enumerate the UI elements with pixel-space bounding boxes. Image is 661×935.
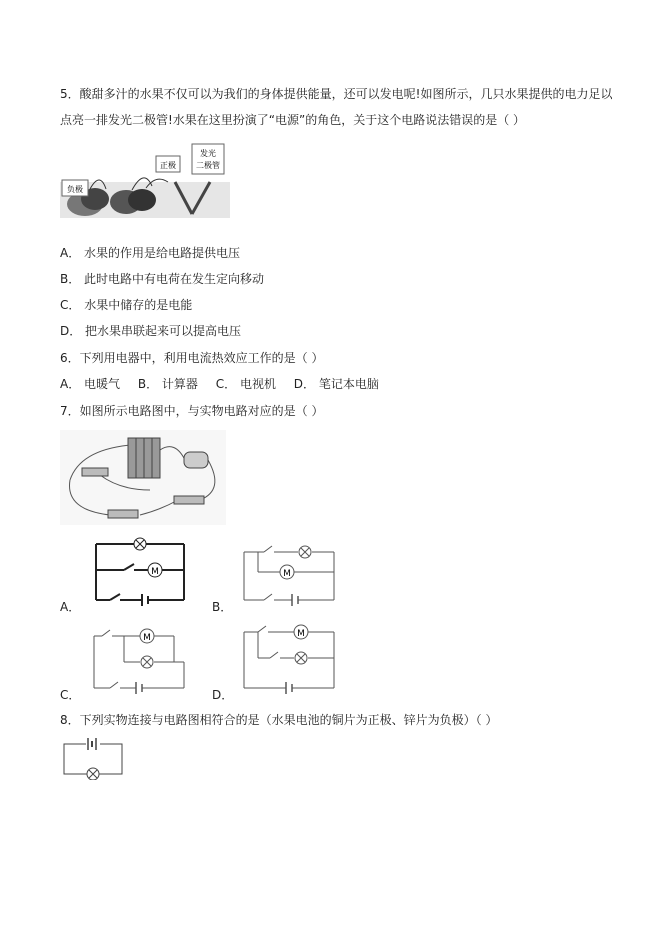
circuit-a [88,534,192,606]
motor-c-symbol: M [143,633,151,643]
motor-d-symbol: M [297,629,305,639]
q6-option-a: A． 电暖气 [60,377,121,391]
q5-stem-line1: 5．酸甜多汁的水果不仅可以为我们的身体提供能量，还可以发电呢!如图所示，几只水果提供的电力足以 [60,87,613,101]
q8-stem: 8．下列实物连接与电路图相符合的是（水果电池的铜片为正极、锌片为负极）（ ） [60,713,498,727]
q5-option-d: D． 把水果串联起来可以提高电压 [60,324,242,338]
pos-label: 正极 [160,161,176,170]
q5-option-a: A． 水果的作用是给电路提供电压 [60,246,241,260]
circuit-a-label: A． [60,600,81,614]
led-label-2: 二极管 [196,161,220,170]
circuit-c-label: C． [60,688,81,702]
fruit-battery-figure [60,142,230,224]
q8-circuit-diagram [60,738,126,780]
q6-option-b: B． 计算器 [137,377,198,391]
led-label-1: 发光 [200,149,216,158]
circuit-b [238,538,342,610]
q6-option-d: D． 笔记本电脑 [293,377,379,391]
motor-b-symbol: M [283,569,291,579]
q5-stem-line2: 点亮一排发光二极管!水果在这里扮演了“电源”的角色，关于这个电路说法错误的是（ ） [60,113,526,127]
circuit-c [88,622,192,694]
q6-option-c: C． 电视机 [215,377,276,391]
circuit-d-label: D． [212,688,234,702]
neg-label: 负极 [67,185,83,194]
motor-a-symbol: M [151,567,159,577]
physical-circuit-figure [60,430,226,525]
q6-options [60,376,393,392]
q5-option-b: B． 此时电路中有电荷在发生定向移动 [60,272,265,286]
q5-option-c: C． 水果中储存的是电能 [60,298,193,312]
q6-stem: 6．下列用电器中，利用电流热效应工作的是（ ） [60,351,324,365]
circuit-d [238,622,342,694]
q7-stem: 7．如图所示电路图中，与实物电路对应的是（ ） [60,404,324,418]
circuit-b-label: B． [212,600,233,614]
